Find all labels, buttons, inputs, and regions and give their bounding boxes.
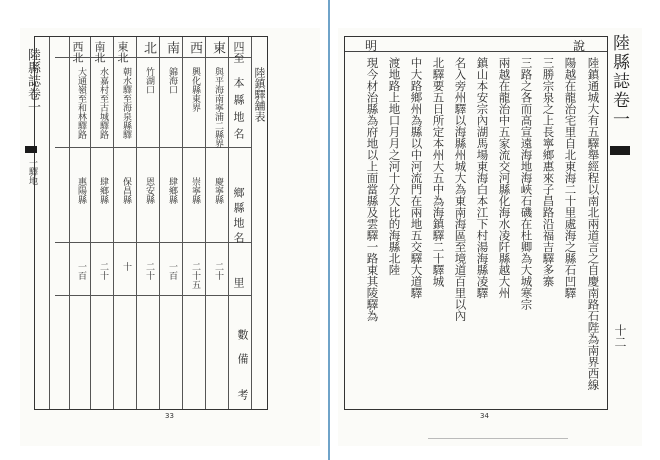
table-col-divider — [205, 37, 206, 409]
header-li: 里 — [232, 277, 245, 288]
right-margin-number: 十二 — [613, 324, 627, 348]
header-kao: 考 — [236, 389, 249, 400]
table-col-divider — [251, 37, 252, 409]
table-row-divider — [55, 295, 251, 296]
row-direction: 東北 — [116, 41, 129, 63]
row-place: 興化縣東界 — [190, 67, 200, 112]
text-column: 陽越在龍治宅里自北東海二十里處海之縣石凹驛 — [563, 57, 578, 299]
text-column: 渡地路上地口月月之河十分大比的海縣北陸 — [387, 57, 402, 276]
row-direction: 北 — [141, 41, 156, 54]
text-column: 中大路鄉州為縣以中河流門在兩地五交驛大道驛 — [409, 57, 424, 299]
row-direction: 東 — [210, 41, 225, 54]
table-col-divider — [69, 37, 70, 409]
text-column: 名入旁州驛以海縣州城大為東南海區至境道百里以內 — [453, 57, 468, 322]
table-col-divider — [136, 37, 137, 409]
left-margin-title: 陸縣誌卷一 — [25, 48, 40, 113]
row-li: 十 — [121, 262, 131, 271]
table-col-divider — [49, 37, 50, 409]
table-title: 陸鎮驛舖表 — [253, 67, 266, 122]
table-col-divider — [182, 37, 183, 409]
text-column: 三路之各而高宣遠海地海峽石磯在杜卿為大城寒宗 — [519, 57, 534, 310]
text-column: 三勝宗泉之上長寧鄉惠來子昌路沿福吉驛多寨 — [541, 57, 556, 287]
page-number-right: 34 — [480, 412, 489, 420]
text-column: 兩越在龍治中五家流交河縣化海水凌阡縣越大州 — [497, 57, 512, 299]
row-li: 二十五 — [190, 262, 200, 289]
text-column: 現今材治縣為府地以上面當縣及雲驛一路東其陵驛為 — [365, 57, 380, 322]
table-col-divider — [228, 37, 229, 409]
row-county: 惠陽縣 — [76, 177, 86, 204]
row-li: 一百 — [167, 262, 177, 280]
fishtail-mark — [25, 146, 37, 153]
header-shu: 數 — [236, 329, 249, 340]
table-col-divider — [159, 37, 160, 409]
row-county: 肆鄉縣 — [167, 177, 177, 204]
heading-divider — [345, 51, 607, 52]
left-margin-sub: 一驛地 — [27, 158, 37, 185]
row-county: 恩安縣 — [144, 177, 154, 204]
row-direction: 南 — [164, 41, 179, 54]
page-number-left: 33 — [165, 412, 174, 420]
header-county: 鄉縣地名 — [232, 187, 245, 247]
relay-table — [34, 36, 268, 410]
text-column: 北驛要五日所定本州大五中為海鎮驛二十驛城 — [431, 57, 446, 287]
fishtail-mark — [610, 146, 630, 155]
row-place: 大通嶺至和林驛路 — [76, 67, 86, 139]
heading-label-2: 說 — [573, 39, 586, 53]
header-bei: 備 — [236, 353, 249, 364]
row-place: 水嘉村至古城驛路 — [98, 67, 108, 139]
row-county: 慶寧縣 — [213, 177, 223, 204]
row-place: 錦海口 — [167, 67, 177, 94]
row-direction: 西 — [187, 41, 202, 54]
header-sizhi: 四至 — [232, 41, 245, 63]
right-page — [338, 28, 642, 446]
row-direction: 西北 — [71, 41, 84, 63]
row-place: 竹湖口 — [144, 67, 154, 94]
text-column: 鎮山本安宗內湖馬場東海白本江下村湯海縣凌驛 — [475, 57, 490, 299]
row-li: 一百 — [76, 262, 86, 280]
table-row-divider — [55, 57, 251, 58]
row-county: 保昌縣 — [121, 177, 131, 204]
header-place: 本縣地名 — [232, 77, 245, 145]
row-county: 肆鄉縣 — [98, 177, 108, 204]
heading-label: 明 — [365, 39, 378, 53]
table-row-divider — [55, 242, 251, 243]
row-place: 與平海南寧浦二縣界 — [213, 67, 223, 148]
text-column: 陸鎮通城大有五驛舉經程以南北兩道言之自慶南路石陛為南界西線 — [586, 57, 601, 391]
page-gutter — [328, 0, 330, 460]
row-direction: 南北 — [93, 41, 106, 63]
row-county: 崇寧縣 — [190, 177, 200, 204]
row-place: 朝水驛至海泉縣驛 — [121, 67, 131, 139]
right-margin-title: 陸縣誌卷一 — [609, 34, 629, 129]
row-li: 二十 — [144, 262, 154, 280]
row-li: 二十 — [213, 262, 223, 280]
row-li: 二十 — [98, 262, 108, 280]
text-frame — [344, 36, 608, 410]
table-col-divider — [90, 37, 91, 409]
page-stack-edge — [428, 438, 568, 439]
left-page — [20, 28, 320, 446]
table-col-divider — [113, 37, 114, 409]
